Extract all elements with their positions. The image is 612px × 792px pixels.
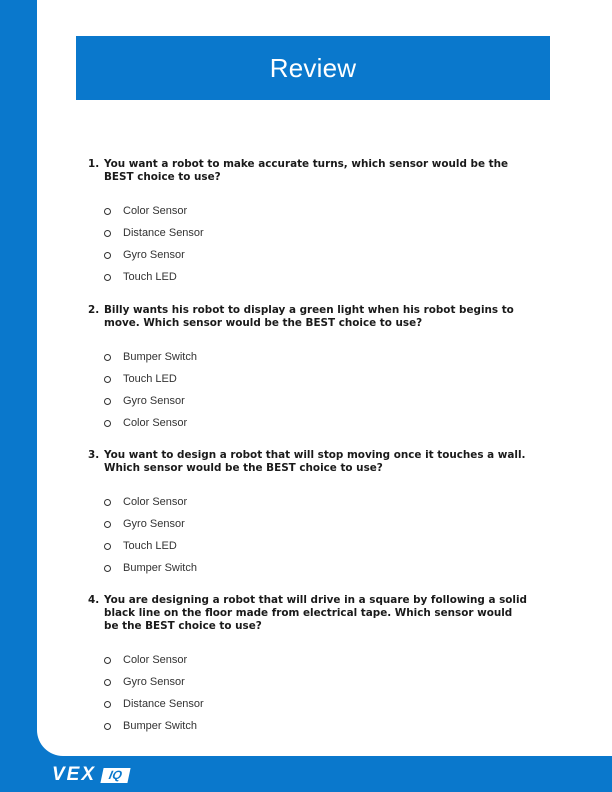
option-label: Gyro Sensor bbox=[123, 249, 185, 261]
radio-circle-icon[interactable] bbox=[104, 565, 111, 572]
radio-circle-icon[interactable] bbox=[104, 230, 111, 237]
question-text: You want to design a robot that will stop moving once it touches a wall. Which sensor would be the BEST choice to use? bbox=[104, 449, 526, 474]
answer-options bbox=[104, 200, 528, 288]
question-number: 4. bbox=[88, 594, 100, 606]
answer-option[interactable] bbox=[104, 412, 528, 434]
answer-option[interactable] bbox=[104, 491, 528, 513]
radio-circle-icon[interactable] bbox=[104, 376, 111, 383]
radio-circle-icon[interactable] bbox=[104, 420, 111, 427]
option-label: Gyro Sensor bbox=[123, 518, 185, 530]
question-text: You want a robot to make accurate turns, which sensor would be the BEST choice to use? bbox=[104, 158, 509, 183]
option-label: Color Sensor bbox=[123, 417, 188, 429]
page-title: Review bbox=[269, 52, 357, 83]
answer-option[interactable] bbox=[104, 715, 528, 737]
radio-circle-icon[interactable] bbox=[104, 543, 111, 550]
question-4 bbox=[88, 594, 528, 737]
answer-option[interactable] bbox=[104, 244, 528, 266]
answer-option[interactable] bbox=[104, 346, 528, 368]
answer-option[interactable] bbox=[104, 557, 528, 579]
answer-option[interactable] bbox=[104, 535, 528, 557]
option-label: Color Sensor bbox=[123, 205, 188, 217]
question-text: Billy wants his robot to display a green light when his robot begins to move. Which sensor would be the BEST choice to use? bbox=[104, 304, 514, 329]
answer-options bbox=[104, 491, 528, 579]
answer-option[interactable] bbox=[104, 649, 528, 671]
logo-iq-badge: IQ bbox=[100, 768, 130, 783]
radio-circle-icon[interactable] bbox=[104, 521, 111, 528]
radio-circle-icon[interactable] bbox=[104, 398, 111, 405]
option-label: Bumper Switch bbox=[123, 562, 197, 574]
question-number: 3. bbox=[88, 449, 100, 461]
question-text: You are designing a robot that will drive in a square by following a solid black line on the floor made from electrical tape. Which sensor would be the BEST choice to use? bbox=[104, 594, 527, 632]
option-label: Touch LED bbox=[123, 540, 177, 552]
radio-circle-icon[interactable] bbox=[104, 208, 111, 215]
option-label: Gyro Sensor bbox=[123, 676, 185, 688]
question-2 bbox=[88, 304, 528, 434]
option-label: Color Sensor bbox=[123, 496, 188, 508]
option-label: Color Sensor bbox=[123, 654, 188, 666]
answer-option[interactable] bbox=[104, 222, 528, 244]
radio-circle-icon[interactable] bbox=[104, 723, 111, 730]
answer-option[interactable] bbox=[104, 390, 528, 412]
header-banner bbox=[76, 36, 550, 100]
question-number: 2. bbox=[88, 304, 100, 316]
question-number: 1. bbox=[88, 158, 100, 170]
answer-options bbox=[104, 346, 528, 434]
answer-option[interactable] bbox=[104, 368, 528, 390]
logo-vex-text: VEX bbox=[52, 764, 97, 785]
radio-circle-icon[interactable] bbox=[104, 354, 111, 361]
radio-circle-icon[interactable] bbox=[104, 274, 111, 281]
option-label: Distance Sensor bbox=[123, 698, 204, 710]
option-label: Touch LED bbox=[123, 271, 177, 283]
answer-options bbox=[104, 649, 528, 737]
radio-circle-icon[interactable] bbox=[104, 701, 111, 708]
answer-option[interactable] bbox=[104, 266, 528, 288]
vex-iq-logo bbox=[52, 764, 129, 786]
question-1 bbox=[88, 158, 528, 288]
option-label: Gyro Sensor bbox=[123, 395, 185, 407]
question-3 bbox=[88, 449, 528, 579]
option-label: Bumper Switch bbox=[123, 720, 197, 732]
radio-circle-icon[interactable] bbox=[104, 252, 111, 259]
radio-circle-icon[interactable] bbox=[104, 679, 111, 686]
answer-option[interactable] bbox=[104, 200, 528, 222]
option-label: Bumper Switch bbox=[123, 351, 197, 363]
option-label: Distance Sensor bbox=[123, 227, 204, 239]
answer-option[interactable] bbox=[104, 513, 528, 535]
option-label: Touch LED bbox=[123, 373, 177, 385]
answer-option[interactable] bbox=[104, 693, 528, 715]
radio-circle-icon[interactable] bbox=[104, 657, 111, 664]
radio-circle-icon[interactable] bbox=[104, 499, 111, 506]
answer-option[interactable] bbox=[104, 671, 528, 693]
